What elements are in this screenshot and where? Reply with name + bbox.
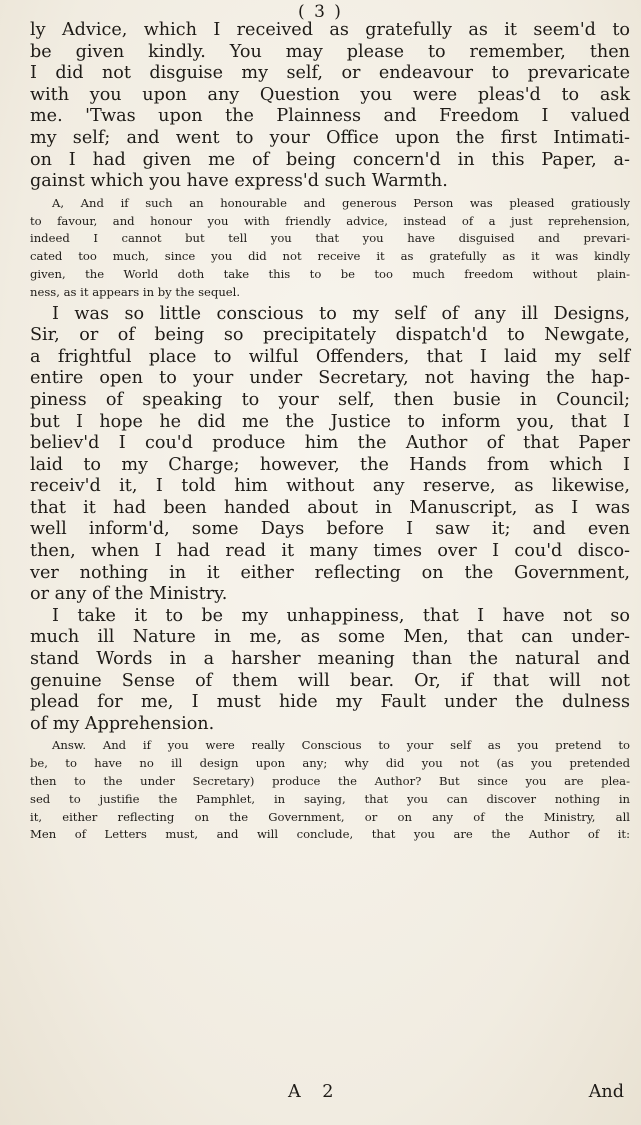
page-number: ( 3 ) <box>298 2 343 22</box>
text-line: well inform'd, some Days before I saw it; and even <box>30 519 630 540</box>
text-line: but I hope he did me the Justice to inform you, that I <box>30 411 630 432</box>
text-line: plead for me, I must hide my Fault under the dulness <box>30 692 630 713</box>
page-footer <box>30 1082 630 1106</box>
text-line: Men of Letters must, and will conclude, that you are the Author of it: <box>30 827 630 842</box>
text-line: stand Words in a harsher meaning than the natural and <box>30 649 630 670</box>
text-line: be given kindly. You may please to remember, then <box>30 41 630 62</box>
text-line: of my Apprehension. <box>30 713 215 734</box>
signature-mark: A 2 <box>288 1082 342 1102</box>
text-line: me. 'Twas upon the Plainness and Freedom I valued <box>30 106 630 127</box>
text-line: then to the under Secretary) produce the Author? But since you are plea- <box>30 774 630 788</box>
text-line: given, the World doth take this to be too much freedom without plain- <box>30 266 630 281</box>
text-line: ly Advice, which I received as gratefully as it seem'd to <box>30 20 630 40</box>
text-line: I take it to be my unhappiness, that I have not so <box>52 605 630 626</box>
text-line: to favour, and honour you with friendly advice, instead of a just reprehension, <box>30 213 630 228</box>
text-line: I was so little conscious to my self of any ill Designs, <box>52 303 630 324</box>
text-line: genuine Sense of them will bear. Or, if that will not <box>30 670 630 691</box>
text-line: with you upon any Question you were pleas'd to ask <box>30 84 630 105</box>
text-line: A, And if such an honourable and generous Person was pleased gratiously <box>52 195 630 210</box>
answer-paragraph-1 <box>30 195 630 302</box>
text-line: I did not disguise my self, or endeavour to prevaricate <box>30 63 630 84</box>
text-line: receiv'd it, I told him without any reserve, as likewise, <box>30 476 630 497</box>
paragraph-3 <box>30 606 630 736</box>
answer-paragraph-2 <box>30 737 630 844</box>
text-line: sed to justifie the Pamphlet, in saying, that you can discover nothing in <box>30 791 630 806</box>
text-line: much ill Nature in me, as some Men, that can under- <box>30 627 630 648</box>
paragraph-2 <box>30 304 630 606</box>
text-line: that it had been handed about in Manuscript, as I was <box>30 497 630 518</box>
text-line: entire open to your under Secretary, not having the hap- <box>30 368 630 389</box>
text-line: it, either reflecting on the Government, or on any of the Ministry, all <box>30 809 630 824</box>
text-line: gainst which you have express'd such Warmth. <box>30 171 448 192</box>
text-line: indeed I cannot but tell you that you have disguised and prevari- <box>30 231 630 246</box>
text-line: or any of the Ministry. <box>30 584 228 605</box>
text-line: ness, as it appears in by the sequel. <box>30 284 241 299</box>
page-body <box>30 20 630 844</box>
text-line: my self; and went to your Office upon the first Intimati- <box>30 127 630 148</box>
text-line: ver nothing in it either reflecting on the Government, <box>30 562 630 583</box>
text-line: on I had given me of being concern'd in this Paper, a- <box>30 149 630 170</box>
text-line: believ'd I cou'd produce him the Author of that Paper <box>30 433 630 454</box>
text-line: then, when I had read it many times over I cou'd disco- <box>30 541 630 562</box>
text-line: be, to have no ill design upon any; why did you not (as you pretended <box>30 756 630 771</box>
text-line: laid to my Charge; however, the Hands from which I <box>30 454 630 475</box>
text-line: cated too much, since you did not receive it as gratefully as it was kindly <box>30 249 630 264</box>
text-line: a frightful place to wilful Offenders, that I laid my self <box>30 346 630 367</box>
text-line: Sir, or of being so precipitately dispatch'd to Newgate, <box>30 325 630 346</box>
text-line: Answ. And if you were really Conscious to your self as you pretend to <box>52 738 630 753</box>
paragraph-1 <box>30 20 630 193</box>
catchword: And <box>588 1082 624 1102</box>
text-line: piness of speaking to your self, then busie in Council; <box>30 389 630 410</box>
